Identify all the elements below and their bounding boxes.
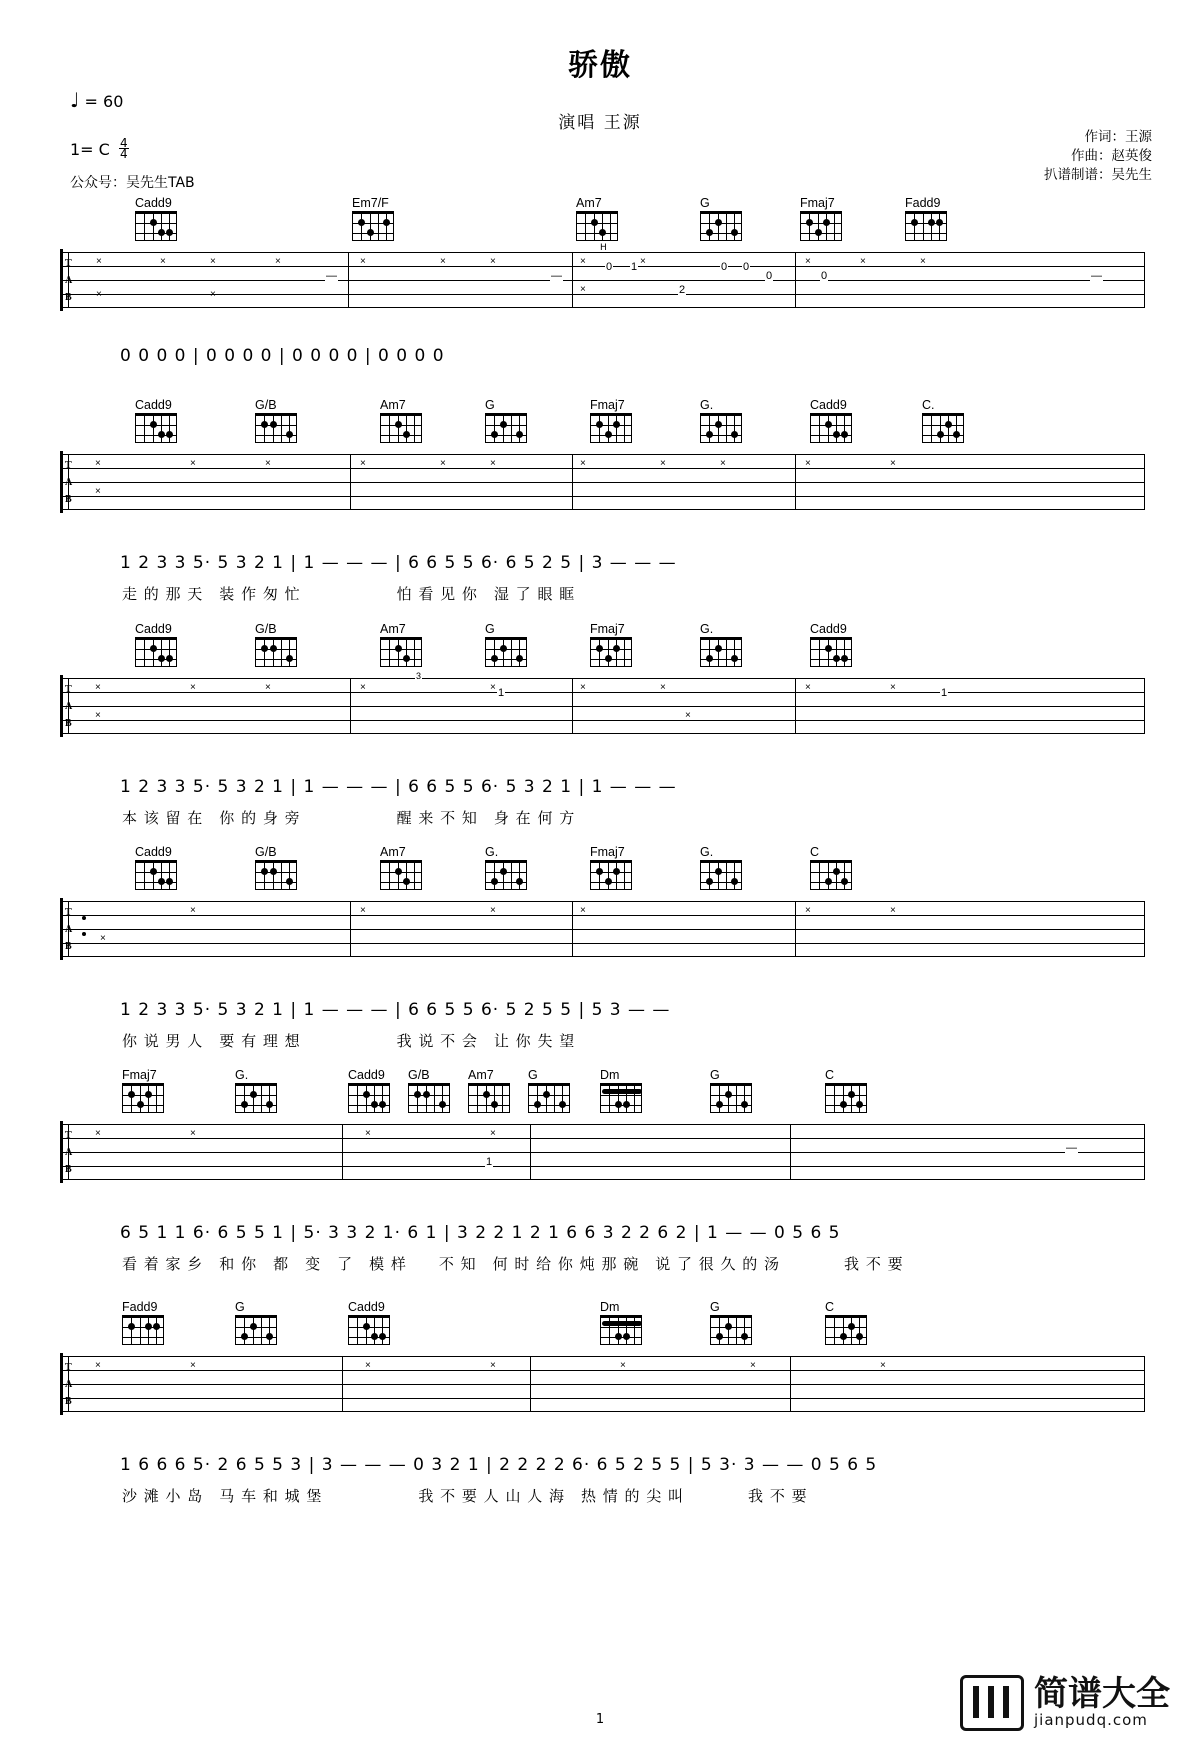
watermark-text: 简谱大全: [1034, 1674, 1170, 1714]
chord-diagram: [255, 398, 297, 443]
chord-diagram: [700, 398, 742, 443]
chord-name: Fmaj7: [590, 398, 625, 412]
tab-clef: T A B: [65, 684, 73, 729]
chord-diagram: [122, 1300, 164, 1345]
music-system-1: [60, 196, 1145, 366]
chord-diagram: [825, 1068, 867, 1113]
page-number: 1: [595, 1712, 605, 1727]
chord-diagram: [710, 1068, 752, 1113]
tab-staff: T A B × × × × × × × × × × × × 0 1 2 0 0 0 0 × × × — — — H: [60, 252, 1145, 308]
chord-name: Am7: [380, 622, 406, 636]
chord-diagram: [485, 622, 527, 667]
chord-name: Cadd9: [135, 622, 172, 636]
chord-grid: [922, 413, 964, 443]
chord-diagram: [810, 845, 852, 890]
chord-grid: [825, 1315, 867, 1345]
quarter-note-icon: ♩: [70, 88, 80, 112]
chord-grid: [380, 413, 422, 443]
music-system-3: [60, 622, 1145, 827]
chord-grid: [710, 1315, 752, 1345]
chord-grid: [700, 413, 742, 443]
chord-grid: [700, 860, 742, 890]
numbered-notation: 1 6 6 6 5· 2 6 5 5 3 | 3 — — — 0 3 2 1 | 2 2 2 2 6· 6 5 2 5 5 | 5 3· 3 — — 0 5 6 5: [120, 1455, 878, 1475]
chord-grid: [348, 1083, 390, 1113]
tempo-value: = 60: [84, 92, 124, 111]
chord-grid: [122, 1315, 164, 1345]
chord-diagram: [255, 845, 297, 890]
chord-diagram: [235, 1068, 277, 1113]
chord-diagram: [348, 1300, 390, 1345]
chord-grid: [590, 637, 632, 667]
credits-block: [1044, 128, 1152, 185]
logo-icon: [960, 1675, 1024, 1731]
chord-grid: [590, 860, 632, 890]
chord-name: G: [700, 196, 710, 210]
chord-diagram: [380, 622, 422, 667]
chord-name: G/B: [255, 622, 277, 636]
chord-grid: [800, 211, 842, 241]
chord-diagram: [700, 622, 742, 667]
chord-name: Am7: [380, 398, 406, 412]
chord-diagram: [590, 398, 632, 443]
credit-lyricist: 作词：王源: [1084, 129, 1152, 145]
music-system-2: [60, 398, 1145, 603]
chord-diagram: [135, 398, 177, 443]
chord-name: Fmaj7: [590, 622, 625, 636]
chord-name: Cadd9: [135, 845, 172, 859]
time-signature-denominator: 4: [119, 147, 128, 161]
credit-composer: 作曲：赵英俊: [1071, 148, 1152, 164]
tab-staff: T A B × × × × 1 —: [60, 1124, 1145, 1180]
chord-grid: [905, 211, 947, 241]
chord-grid: [468, 1083, 510, 1113]
tab-clef: T A B: [65, 1362, 73, 1407]
chord-diagram: [468, 1068, 510, 1113]
chord-name: G/B: [255, 845, 277, 859]
chord-name: Fmaj7: [800, 196, 835, 210]
lyric-line: 沙 滩 小 岛 马 车 和 城 堡 我 不 要 人 山 人 海 热 情 的 尖 叫 我 不 要: [122, 1487, 808, 1505]
chord-grid: [485, 413, 527, 443]
chord-grid: [825, 1083, 867, 1113]
chord-diagram: [600, 1068, 642, 1113]
chord-diagram: [710, 1300, 752, 1345]
tab-clef: T A B: [65, 258, 73, 303]
chord-diagram: [380, 398, 422, 443]
chord-grid: [810, 413, 852, 443]
numbered-notation: 1 2 3 3 5· 5 3 2 1 | 1 — — — | 6 6 5 5 6· 6 5 2 5 | 3 — — —: [120, 553, 677, 573]
tab-clef: T A B: [65, 907, 73, 952]
chord-diagram: [485, 845, 527, 890]
numbered-notation: 0 0 0 0 | 0 0 0 0 | 0 0 0 0 | 0 0 0 0: [120, 346, 445, 366]
chord-name: G.: [700, 398, 714, 412]
chord-grid: [485, 637, 527, 667]
chord-name: G: [528, 1068, 538, 1082]
chord-name: Cadd9: [135, 196, 172, 210]
chord-diagram: [135, 622, 177, 667]
publisher-label: 公众号：吴先生TAB: [70, 175, 195, 191]
chord-grid: [135, 413, 177, 443]
chord-name: G/B: [408, 1068, 430, 1082]
chord-grid: [135, 211, 177, 241]
lyric-line: 你 说 男 人 要 有 理 想 我 说 不 会 让 你 失 望: [122, 1032, 576, 1050]
chord-name: C: [810, 845, 820, 859]
chord-diagram: [122, 1068, 164, 1113]
chord-grid: [380, 637, 422, 667]
chord-diagram: [235, 1300, 277, 1345]
tab-clef: T A B: [65, 1130, 73, 1175]
chord-grid: [600, 1083, 642, 1113]
chord-grid: [700, 637, 742, 667]
chord-grid: [528, 1083, 570, 1113]
chord-grid: [352, 211, 394, 241]
chord-name: C.: [922, 398, 935, 412]
chord-grid: [485, 860, 527, 890]
chord-diagram: [810, 622, 852, 667]
key-label: 1= C: [70, 140, 110, 159]
page-title: 骄傲: [568, 48, 632, 83]
chord-grid: [255, 637, 297, 667]
chord-grid: [700, 211, 742, 241]
chord-name: Fmaj7: [590, 845, 625, 859]
chord-name: G: [710, 1300, 720, 1314]
time-signature: [119, 138, 129, 159]
chord-grid: [122, 1083, 164, 1113]
chord-name: Cadd9: [348, 1068, 385, 1082]
lyric-line: 本 该 留 在 你 的 身 旁 醒 来 不 知 身 在 何 方: [122, 809, 576, 827]
tab-staff: T A B × × × × × × ×: [60, 901, 1145, 957]
chord-name: Cadd9: [135, 398, 172, 412]
chord-grid: [810, 637, 852, 667]
music-system-4: [60, 845, 1145, 1050]
chord-diagram: [700, 845, 742, 890]
chord-name: Am7: [380, 845, 406, 859]
chord-grid: [590, 413, 632, 443]
chord-diagram: [348, 1068, 390, 1113]
chord-diagram: [576, 196, 618, 241]
chord-name: G.: [235, 1068, 249, 1082]
chord-diagram: [922, 398, 964, 443]
chord-name: G: [710, 1068, 720, 1082]
chord-grid: [600, 1315, 642, 1345]
chord-grid: [810, 860, 852, 890]
chord-diagram: [408, 1068, 450, 1113]
chord-diagram: [528, 1068, 570, 1113]
chord-name: G.: [700, 622, 714, 636]
time-signature-numerator: 4: [119, 136, 128, 150]
lyric-line: 看 着 家 乡 和 你 都 变 了 模 样 不 知 何 时 给 你 炖 那 碗 说 了 很 久 的 汤 我 不 要: [122, 1255, 904, 1273]
chord-name: Am7: [468, 1068, 494, 1082]
key-signature: [70, 138, 129, 159]
chord-diagram: [800, 196, 842, 241]
chord-diagram: [485, 398, 527, 443]
watermark: [960, 1675, 1170, 1731]
chord-grid: [255, 860, 297, 890]
chord-name: C: [825, 1300, 835, 1314]
chord-name: G.: [700, 845, 714, 859]
credit-arranger: 扒谱制谱：吴先生: [1044, 167, 1152, 183]
chord-name: Dm: [600, 1068, 620, 1082]
singer-label: 演唱 王源: [558, 113, 642, 133]
chord-name: G: [485, 622, 495, 636]
chord-name: Dm: [600, 1300, 620, 1314]
chord-diagram: [600, 1300, 642, 1345]
chord-diagram: [590, 622, 632, 667]
chord-name: G.: [485, 845, 499, 859]
chord-diagram: [255, 622, 297, 667]
chord-name: Fadd9: [905, 196, 941, 210]
chord-diagram: [135, 845, 177, 890]
chord-diagram: [380, 845, 422, 890]
chord-grid: [135, 637, 177, 667]
music-system-5: [60, 1068, 1145, 1273]
chord-name: G: [485, 398, 495, 412]
chord-grid: [235, 1315, 277, 1345]
music-system-6: [60, 1300, 1145, 1505]
chord-grid: [710, 1083, 752, 1113]
chord-grid: [380, 860, 422, 890]
chord-name: Am7: [576, 196, 602, 210]
chord-diagram: [590, 845, 632, 890]
chord-name: Cadd9: [348, 1300, 385, 1314]
tab-clef: T A B: [65, 460, 73, 505]
tab-staff: T A B × × × × × × ×: [60, 1356, 1145, 1412]
chord-name: G/B: [255, 398, 277, 412]
numbered-notation: 1 2 3 3 5· 5 3 2 1 | 1 — — — | 6 6 5 5 6· 5 2 5 5 | 5 3 — —: [120, 1000, 671, 1020]
tab-staff: T A B × × × × × × × × × × × ×: [60, 454, 1145, 510]
chord-name: Cadd9: [810, 622, 847, 636]
chord-name: Fadd9: [122, 1300, 158, 1314]
chord-name: C: [825, 1068, 835, 1082]
chord-diagram: [135, 196, 177, 241]
chord-grid: [235, 1083, 277, 1113]
numbered-notation: 1 2 3 3 5· 5 3 2 1 | 1 — — — | 6 6 5 5 6· 5 3 2 1 | 1 — — —: [120, 777, 677, 797]
chord-grid: [135, 860, 177, 890]
chord-diagram: [810, 398, 852, 443]
chord-diagram: [352, 196, 394, 241]
chord-grid: [408, 1083, 450, 1113]
chord-diagram: [905, 196, 947, 241]
chord-grid: [576, 211, 618, 241]
chord-name: Em7/F: [352, 196, 389, 210]
lyric-line: 走 的 那 天 装 作 匆 忙 怕 看 见 你 湿 了 眼 眶: [122, 585, 576, 603]
numbered-notation: 6 5 1 1 6· 6 5 5 1 | 5· 3 3 2 1· 6 1 | 3 2 2 1 2 1 6 6 3 2 2 6 2 | 1 — — 0 5 6 5: [120, 1223, 841, 1243]
chord-name: G: [235, 1300, 245, 1314]
chord-name: Cadd9: [810, 398, 847, 412]
chord-diagram: [700, 196, 742, 241]
chord-name: Fmaj7: [122, 1068, 157, 1082]
watermark-url: jianpudq.com: [1034, 1711, 1148, 1729]
chord-grid: [255, 413, 297, 443]
chord-diagram: [825, 1300, 867, 1345]
tab-staff: T A B × × × × × × × × × × × 3 1 1: [60, 678, 1145, 734]
chord-grid: [348, 1315, 390, 1345]
tempo-marking: [70, 88, 123, 112]
